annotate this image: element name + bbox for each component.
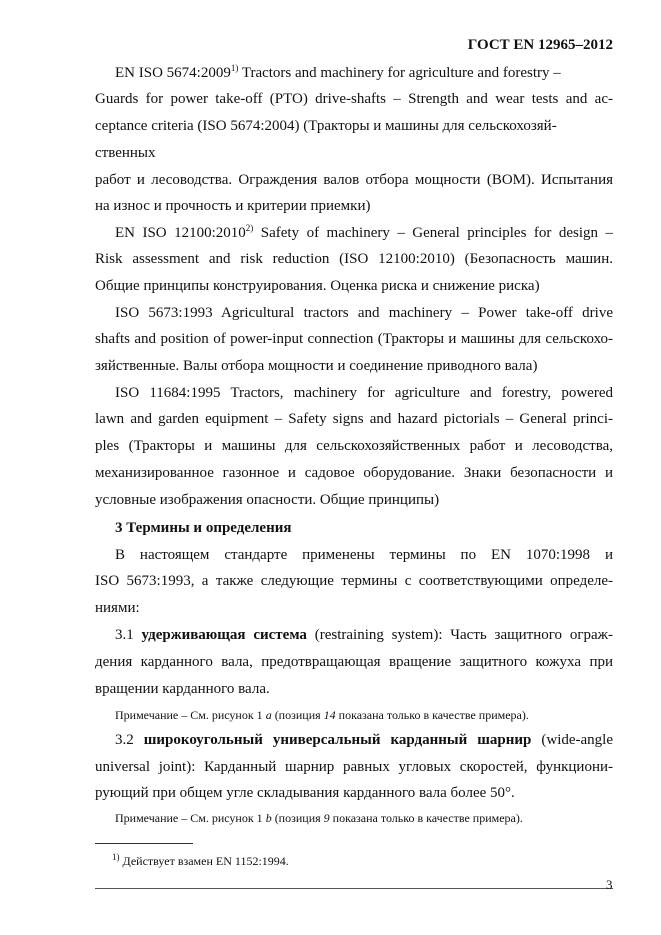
italic-ref: 14 (323, 708, 336, 722)
footnote-ref: 2) (245, 223, 254, 233)
text-line (95, 143, 613, 163)
bold-term: широкоугольный универсальный карданный шарнир (143, 732, 532, 748)
text-line (95, 625, 613, 645)
footnote-ref: 1) (230, 63, 239, 73)
document-header: ГОСТ EN 12965–2012 (467, 37, 613, 53)
text-segment: Safety of machinery – General principles for design – (253, 225, 613, 241)
note-line (95, 808, 613, 828)
page-number: 3 (606, 877, 613, 892)
italic-ref: b (265, 811, 272, 825)
text-segment: Примечание – См. рисунок 1 (115, 811, 266, 825)
footnote-divider (95, 843, 193, 844)
text-line (95, 730, 613, 750)
text-segment: показана только в качестве примера). (329, 811, 523, 825)
text-segment: Guards for power take-off (PTO) drive-shafts – Strength and wear tests and ac- (95, 91, 613, 107)
text-line (95, 356, 613, 376)
text-segment: EN ISO 12100:2010 (115, 225, 246, 241)
text-segment: работ и лесоводства. Ограждения валов отбора мощности (ВОМ). Испытания (95, 172, 613, 188)
text-line (95, 436, 613, 456)
text-line (95, 223, 613, 243)
text-line (95, 383, 613, 403)
text-line (95, 196, 613, 216)
text-line (95, 490, 613, 510)
text-segment: В настоящем стандарте применены термины по EN 1070:1998 и (115, 547, 613, 563)
text-segment: зяйственные. Валы отбора мощности и соединение приводного вала) (95, 358, 538, 374)
text-segment: ниями: (95, 600, 140, 616)
text-segment: (позиция (271, 811, 324, 825)
text-segment: shafts and position of power-input connection (Тракторы и машины для сельскохо- (95, 331, 613, 347)
text-line (95, 679, 613, 699)
text-segment: ceptance criteria (ISO 5674:2004) (Тракторы и машины для сельскохозяй- (95, 118, 557, 134)
text-line (95, 518, 613, 538)
note-line (95, 705, 613, 725)
text-segment: Tractors and machinery for agriculture and forestry – (238, 65, 561, 81)
text-line (95, 463, 613, 483)
italic-ref: 9 (323, 811, 330, 825)
text-segment: на износ и прочность и критерии приемки) (95, 198, 371, 214)
bold-term: 3 Термины и определения (115, 520, 292, 536)
text-segment: 3.1 (115, 627, 142, 643)
text-segment: ISO 11684:1995 Tractors, machinery for agriculture and forestry, powered (115, 385, 613, 401)
text-segment: механизированное газонное и садовое оборудование. Знаки безопасности и (95, 465, 613, 481)
text-segment: условные изображения опасности. Общие принципы) (95, 492, 440, 508)
text-line (95, 89, 613, 109)
text-line (95, 757, 613, 777)
text-segment: lawn and garden equipment – Safety signs and hazard pictorials – General princi- (95, 411, 613, 427)
text-segment: universal joint): Карданный шарнир равных угловых скоростей, функциони- (95, 759, 613, 775)
text-segment: дения карданного вала, предотвращающая вращение защитного кожуха при (95, 654, 613, 670)
text-line (95, 170, 613, 190)
text-line (95, 63, 613, 83)
text-line (95, 783, 613, 803)
text-segment: Risk assessment and risk reduction (ISO 12100:2010) (Безопасность машин. (95, 251, 613, 267)
text-line (95, 545, 613, 565)
text-segment: 3.2 (115, 732, 144, 748)
text-segment: (wide-angle (531, 732, 613, 748)
text-line (95, 276, 613, 296)
footnote-text: Действует взамен EN 1152:1994. (119, 854, 289, 868)
text-line (95, 116, 613, 136)
text-segment: Общие принципы конструирования. Оценка риска и снижение риска) (95, 278, 540, 294)
text-segment: показана только в качестве примера). (335, 708, 529, 722)
italic-ref: a (265, 708, 272, 722)
text-segment: EN ISO 5674:2009 (115, 65, 231, 81)
text-line (95, 249, 613, 269)
text-line (95, 409, 613, 429)
text-segment: вращении карданного вала. (95, 681, 270, 697)
footnote (112, 851, 630, 871)
text-line (95, 329, 613, 349)
text-segment: (позиция (271, 708, 324, 722)
text-segment: ISO 5673:1993 Agricultural tractors and machinery – Power take-off drive (115, 305, 613, 321)
text-segment: Примечание – См. рисунок 1 (115, 708, 266, 722)
text-line (95, 598, 613, 618)
text-segment: ples (Тракторы и машины для сельскохозяйственных работ и лесоводства, (95, 438, 613, 454)
text-line (95, 652, 613, 672)
page-bottom-rule (95, 888, 613, 889)
text-segment: ISO 5673:1993, а также следующие термины с соответствующими определе- (95, 573, 613, 589)
text-line (95, 303, 613, 323)
text-segment: рующий при общем угле складывания карданного вала более 50°. (95, 785, 515, 801)
text-segment: (restraining system): Часть защитного ограж- (306, 627, 613, 643)
text-line (95, 571, 613, 591)
text-segment: ственных (95, 145, 156, 161)
bold-term: удерживающая система (141, 627, 307, 643)
footnote-mark: 1) (112, 852, 120, 862)
